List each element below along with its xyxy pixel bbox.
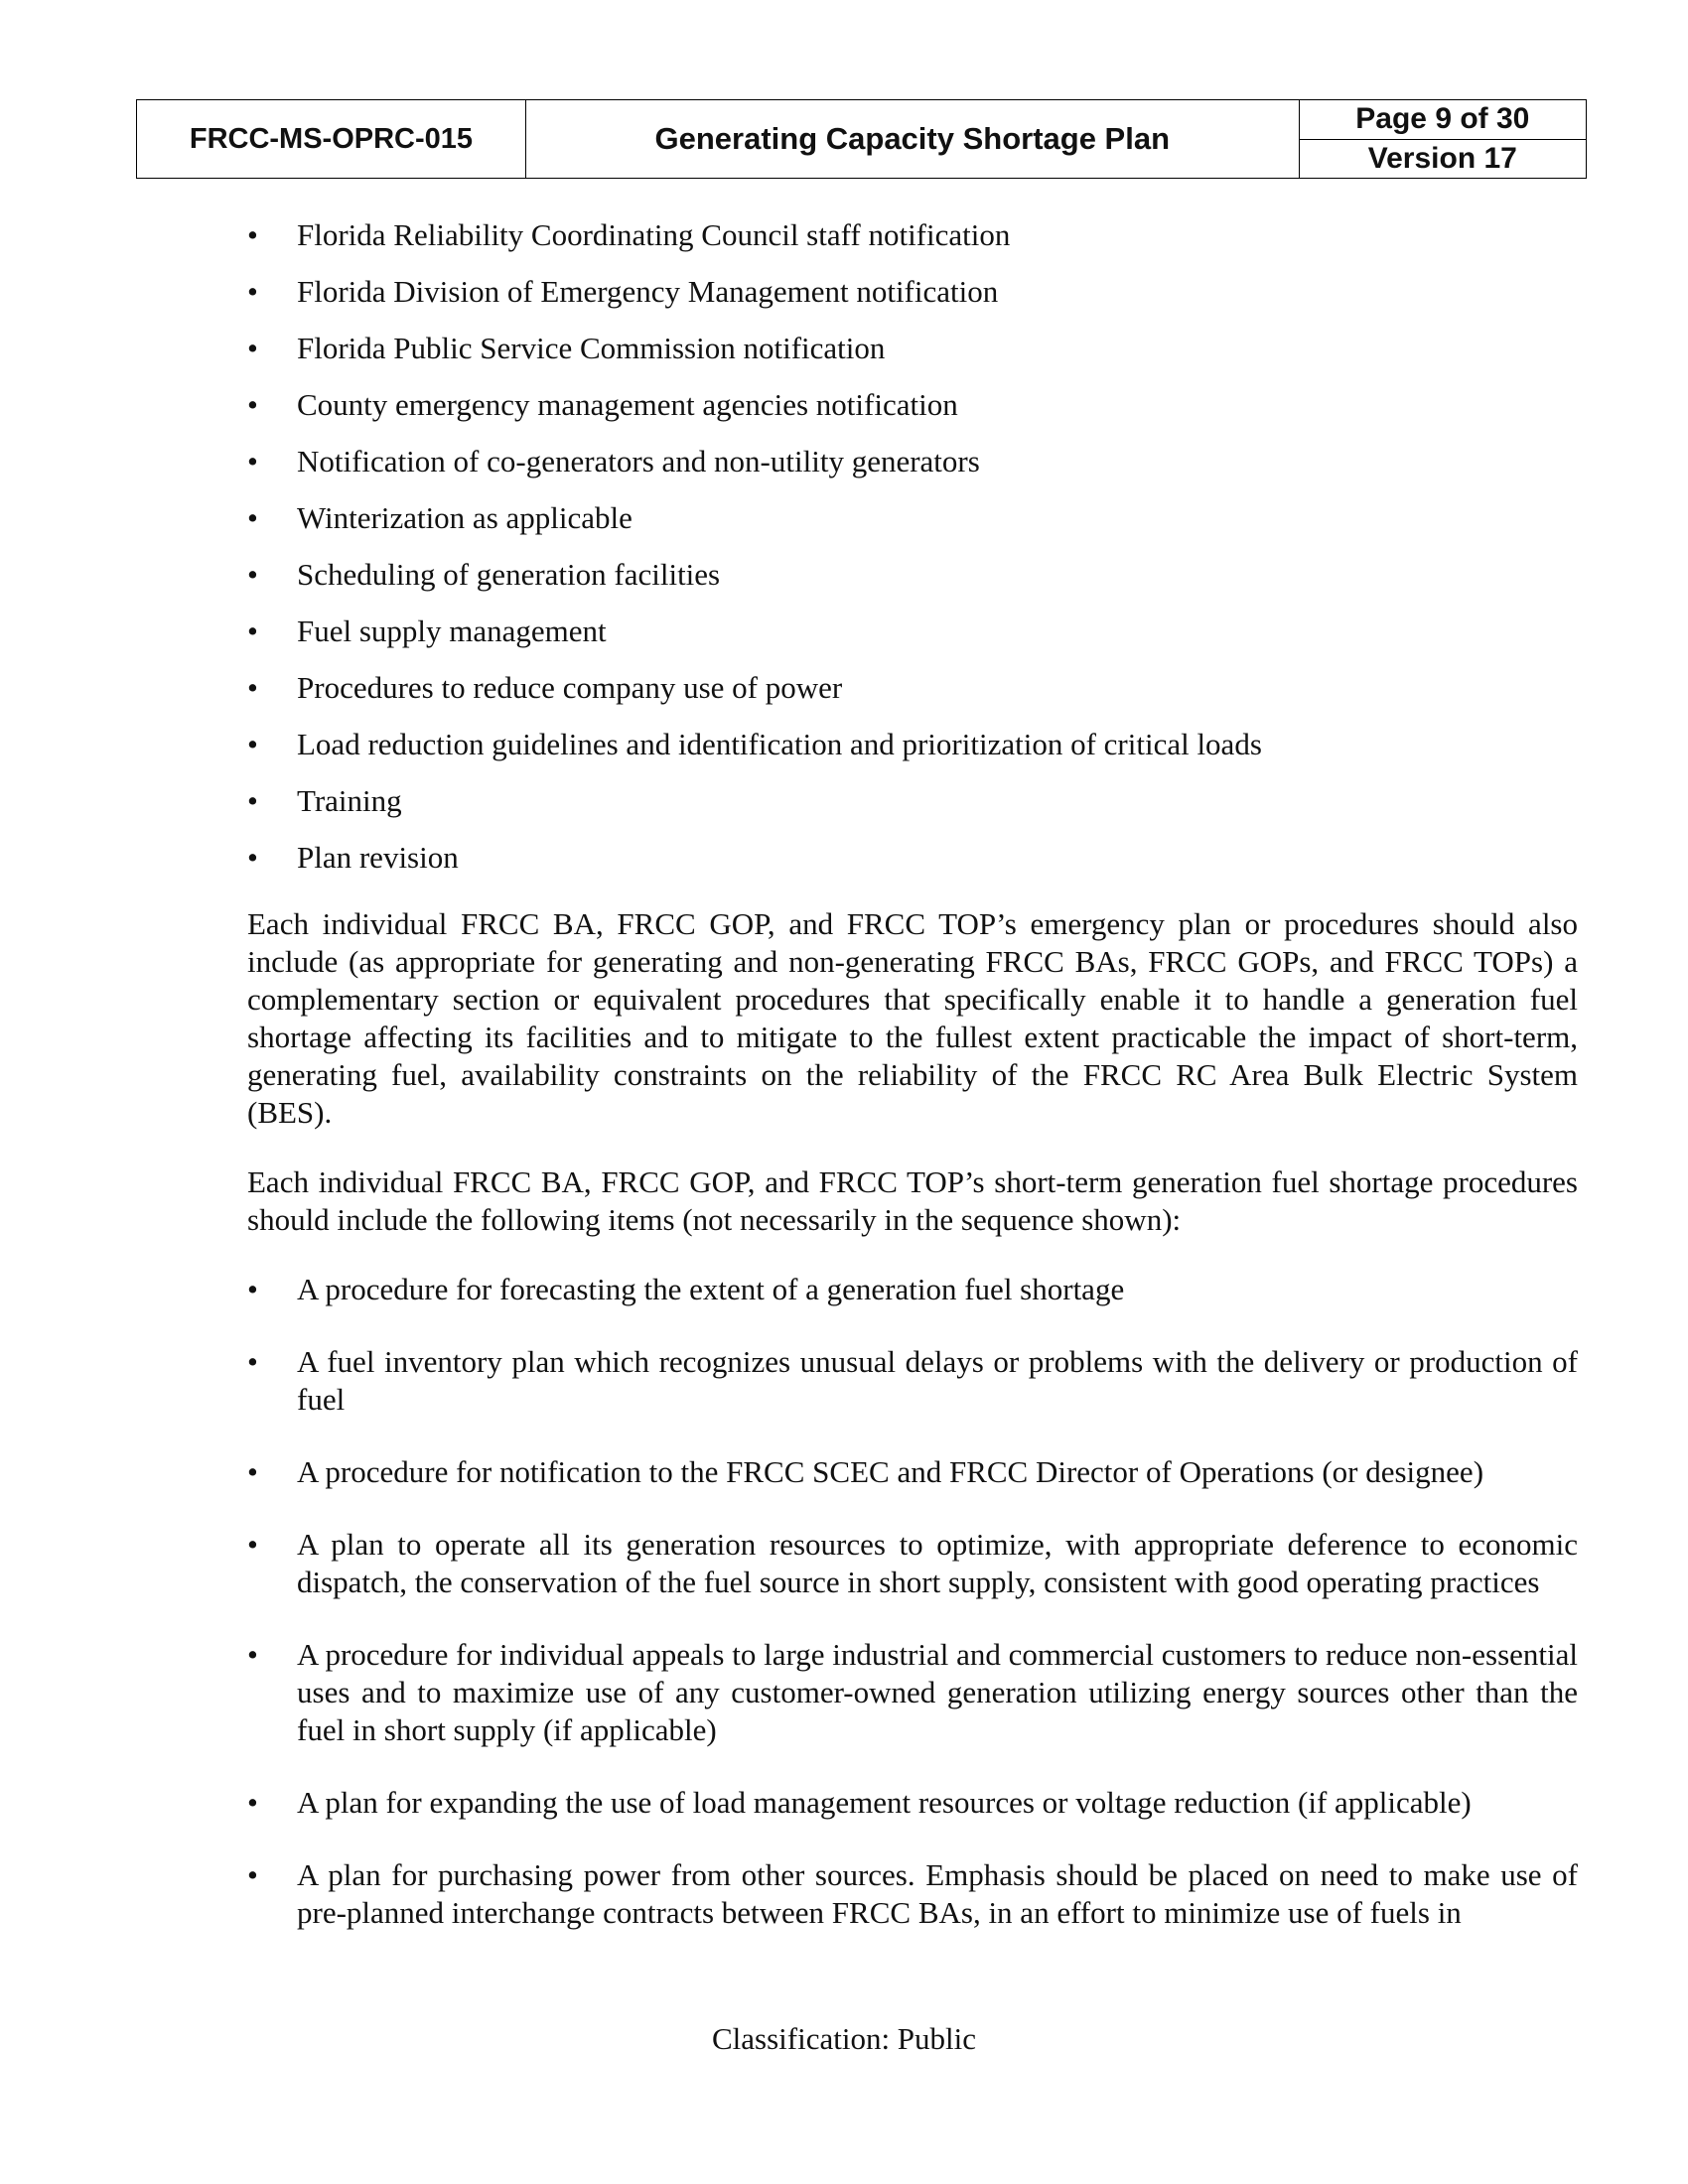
list-item: [247, 1784, 1578, 1822]
list-item-text: Florida Division of Emergency Management notification: [297, 274, 999, 309]
list-item: [247, 330, 1578, 367]
page-number: Page 9 of 30: [1300, 100, 1586, 140]
list-item: [247, 1526, 1578, 1601]
list-item-text: County emergency management agencies notification: [297, 387, 958, 422]
bullet-icon: •: [247, 1344, 258, 1379]
list-item: [247, 1636, 1578, 1749]
list-item: [247, 499, 1578, 537]
list-item: [247, 273, 1578, 311]
list-item-text: A plan for expanding the use of load management resources or voltage reduction (if applicable): [297, 1785, 1472, 1820]
bullet-icon: •: [247, 444, 258, 478]
bullet-icon: •: [247, 1527, 258, 1562]
list-item-text: Winterization as applicable: [297, 500, 633, 535]
list-item-text: A plan for purchasing power from other sources. Emphasis should be placed on need to make use of pre-planned interchange contracts between FRCC BAs, in an effort to minimize use of fuels in: [297, 1857, 1578, 1930]
document-header: [136, 99, 1587, 179]
list-item: [247, 782, 1578, 820]
bullet-icon: •: [247, 1272, 258, 1306]
document-body: [247, 216, 1578, 1967]
list-item: [247, 1271, 1578, 1308]
bullet-icon: •: [247, 500, 258, 535]
bullet-icon: •: [247, 783, 258, 818]
list-item-text: Florida Public Service Commission notification: [297, 331, 886, 365]
list-item-text: A plan to operate all its generation resources to optimize, with appropriate deference to economic dispatch, the conservation of the fuel source in short supply, consistent with good operating practices: [297, 1527, 1578, 1599]
bullet-icon: •: [247, 1637, 258, 1672]
list-item: [247, 1453, 1578, 1491]
list-item-text: A procedure for forecasting the extent of a generation fuel shortage: [297, 1272, 1125, 1306]
list-item: [247, 443, 1578, 480]
list-item: [247, 613, 1578, 650]
list-item: [247, 216, 1578, 254]
list-item-text: A fuel inventory plan which recognizes unusual delays or problems with the delivery or production of fuel: [297, 1344, 1578, 1417]
list-item: [247, 1856, 1578, 1932]
emergency-plan-paragraph: Each individual FRCC BA, FRCC GOP, and FRCC TOP’s emergency plan or procedures should also include (as appropriate for generating and non-generating FRCC BAs, FRCC GOPs, and FRCC TOPs) a complementary section or equivalent procedures that specifically enable it to handle a generation fuel shortage affecting its facilities and to mitigate to the fullest extent practicable the impact of short-term, generating fuel, availability constraints on the reliability of the FRCC RC Area Bulk Electric System (BES).: [247, 906, 1578, 1130]
list-item-text: Plan revision: [297, 840, 459, 875]
classification-footer: Classification: Public: [711, 2021, 977, 2056]
bullet-icon: •: [247, 274, 258, 309]
list-item: [247, 1343, 1578, 1419]
list-item: [247, 669, 1578, 707]
list-item-text: A procedure for individual appeals to large industrial and commercial customers to reduce non-essential uses and to maximize use of any customer-owned generation utilizing energy sources other than the fuel in short supply (if applicable): [297, 1637, 1578, 1747]
bullet-icon: •: [247, 1857, 258, 1892]
bullet-icon: •: [247, 557, 258, 592]
fuel-shortage-intro-paragraph: Each individual FRCC BA, FRCC GOP, and FRCC TOP’s short-term generation fuel shortage procedures should include the following items (not necessarily in the sequence shown):: [247, 1164, 1578, 1237]
list-item-text: Notification of co-generators and non-utility generators: [297, 444, 980, 478]
document-title: Generating Capacity Shortage Plan: [525, 100, 1299, 179]
notification-list: [247, 216, 1578, 877]
list-item-text: Fuel supply management: [297, 614, 607, 648]
version-label: Version 17: [1367, 141, 1517, 175]
page-info-cell: [1299, 100, 1586, 179]
fuel-shortage-procedure-list: [247, 1271, 1578, 1932]
list-item-text: Load reduction guidelines and identification and prioritization of critical loads: [297, 727, 1262, 761]
list-item-text: Procedures to reduce company use of power: [297, 670, 843, 705]
list-item-text: Florida Reliability Coordinating Council staff notification: [297, 217, 1011, 252]
list-item: [247, 386, 1578, 424]
list-item-text: Scheduling of generation facilities: [297, 557, 721, 592]
bullet-icon: •: [247, 387, 258, 422]
list-item: [247, 556, 1578, 594]
bullet-icon: •: [247, 840, 258, 875]
bullet-icon: •: [247, 1454, 258, 1489]
list-item-text: Training: [297, 783, 402, 818]
bullet-icon: •: [247, 614, 258, 648]
document-id: FRCC-MS-OPRC-015: [137, 100, 526, 179]
bullet-icon: •: [247, 217, 258, 252]
bullet-icon: •: [247, 1785, 258, 1820]
bullet-icon: •: [247, 670, 258, 705]
bullet-icon: •: [247, 727, 258, 761]
list-item: [247, 726, 1578, 763]
bullet-icon: •: [247, 331, 258, 365]
list-item: [247, 839, 1578, 877]
list-item-text: A procedure for notification to the FRCC SCEC and FRCC Director of Operations (or designee): [297, 1454, 1484, 1489]
